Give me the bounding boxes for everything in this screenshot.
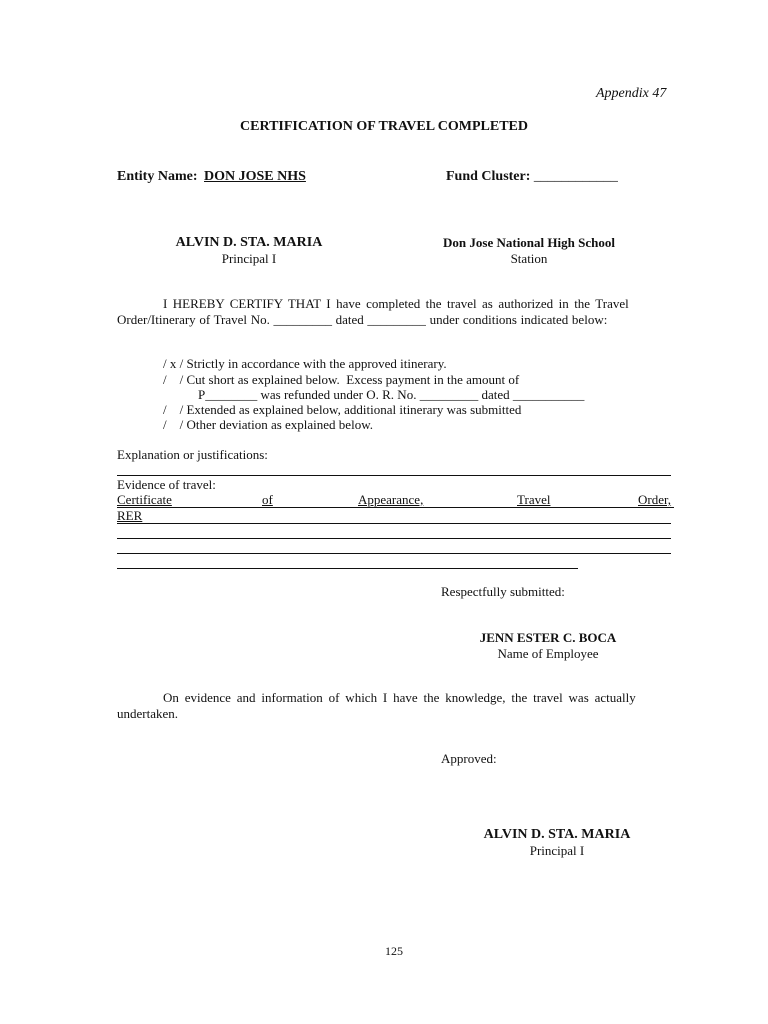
evidence-item-order: Order, [638, 492, 672, 507]
condition-extended: / / Extended as explained below, additional itinerary was submitted [163, 402, 522, 417]
evidence-paragraph-line-1: On evidence and information of which I have the knowledge, the travel was actually [163, 690, 636, 705]
certify-line-2: Order/Itinerary of Travel No. _________ dated _________ under conditions indicated below: [117, 312, 608, 327]
approver-name: ALVIN D. STA. MARIA [483, 827, 631, 842]
employee-name: JENN ESTER C. BOCA [479, 630, 617, 645]
station-name: Don Jose National High School [443, 235, 615, 250]
evidence-item-rer: RER [117, 508, 143, 523]
condition-other: / / Other deviation as explained below. [163, 417, 373, 432]
page-number: 125 [385, 944, 403, 958]
evidence-line-4 [117, 553, 671, 554]
evidence-item-of: of [262, 492, 273, 507]
evidence-item-travel: Travel [517, 492, 551, 507]
officer-position: Principal I [221, 251, 277, 266]
evidence-item-certificate: Certificate [117, 492, 172, 507]
fund-cluster [446, 169, 618, 185]
evidence-line-3 [117, 538, 671, 539]
entity-name [117, 169, 306, 185]
evidence-label: Evidence of travel: [117, 477, 216, 492]
evidence-line-5 [117, 568, 578, 569]
evidence-item-appearance: Appearance, [358, 492, 424, 507]
evidence-paragraph-line-2: undertaken. [117, 706, 179, 721]
fund-cluster-blank: ____________ [533, 169, 618, 184]
station-label: Station [510, 251, 548, 266]
approved-label: Approved: [441, 751, 497, 766]
evidence-underline-1 [117, 507, 674, 508]
document-title: CERTIFICATION OF TRAVEL COMPLETED [240, 119, 528, 134]
condition-refund: P________ was refunded under O. R. No. _________ dated ___________ [198, 387, 585, 402]
entity-name-value: DON JOSE NHS [204, 169, 306, 184]
condition-strictly: / x / Strictly in accordance with the approved itinerary. [163, 356, 447, 371]
explanation-label: Explanation or justifications: [117, 447, 268, 462]
certify-line-1: I HEREBY CERTIFY THAT I have completed the travel as authorized in the Travel [163, 296, 629, 311]
employee-label: Name of Employee [497, 646, 599, 661]
explanation-line [117, 475, 671, 476]
officer-name: ALVIN D. STA. MARIA [175, 235, 323, 250]
appendix-label: Appendix 47 [596, 86, 667, 101]
fund-cluster-label: Fund Cluster: [446, 169, 531, 184]
condition-cut-short: / / Cut short as explained below. Excess payment in the amount of [163, 372, 520, 387]
respectfully-submitted-label: Respectfully submitted: [441, 584, 565, 599]
evidence-line-2 [117, 523, 671, 524]
entity-name-label: Entity Name: [117, 169, 198, 184]
approver-position: Principal I [529, 843, 585, 858]
